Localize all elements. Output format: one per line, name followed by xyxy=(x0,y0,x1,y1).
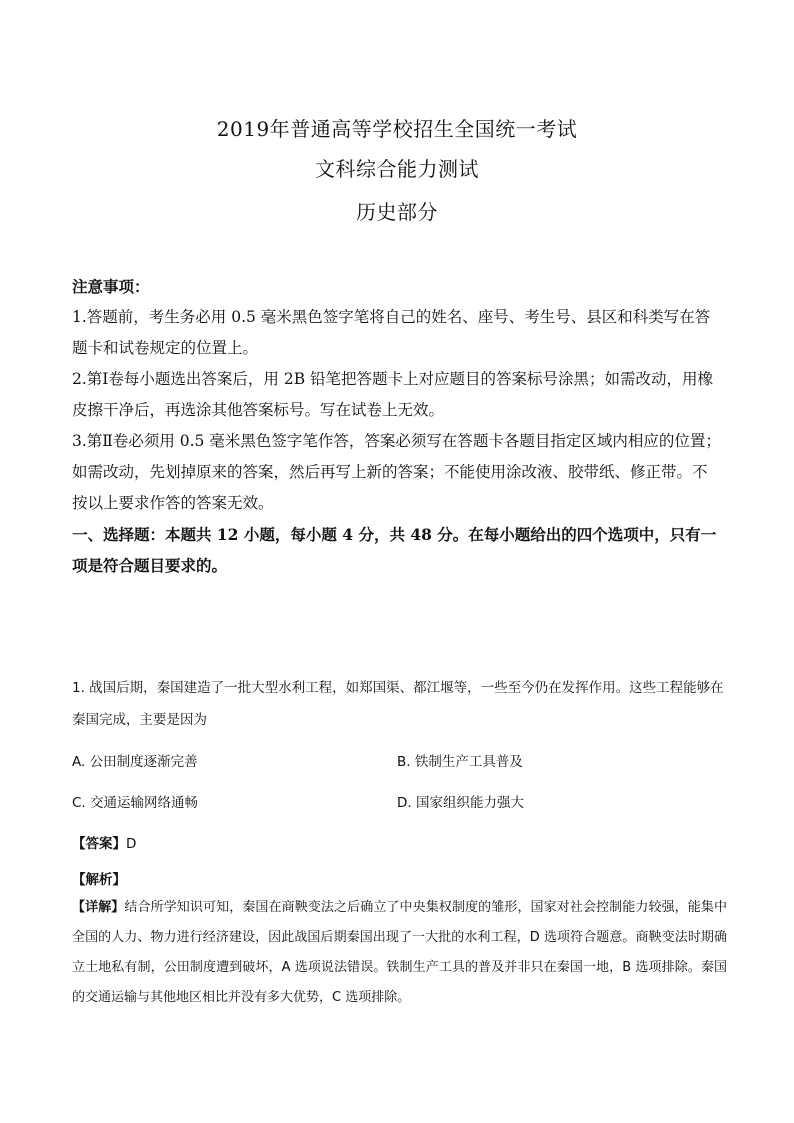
detail-text: 结合所学知识可知，秦国在商鞅变法之后确立了中央集权制度的雏形，国家对社会控制能力较强，能集中全国的人力、物力进行经济建设，因此战国后期秦国出现了一大批的水利工程，D 选项符合题意。商鞅变法时期确立土地私有制，公田制度遭到破坏，A 选项说法错误。铁制生产工具的普及并非只在秦国一地，B 选项排除。秦国的交通运输与其他地区相比并没有多大优势，C 选项排除。 xyxy=(72,900,727,1005)
exam-subtitle: 文科综合能力测试 xyxy=(315,157,479,181)
notice-item-3: 3.第Ⅱ卷必须用 0.5 毫米黑色签字笔作答，答案必须写在答题卡各题目指定区域内相应的位置；如需改动，先划掉原来的答案，然后再写上新的答案；不能使用涂改液、胶带纸、修正带。不按以上要求作答的答案无效。 xyxy=(72,432,721,512)
answer-value: D xyxy=(126,836,137,852)
option-a: A. 公田制度逐渐完善 xyxy=(72,754,198,770)
notice-block xyxy=(72,271,722,581)
detail-tag: 【详解】 xyxy=(72,900,125,915)
question-1-stem xyxy=(72,672,727,736)
question-1-text: 1. 战国后期，秦国建造了一批大型水利工程，如郑国渠、都江堰等，一些至今仍在发挥作用。这些工程能够在秦国完成，主要是因为 xyxy=(72,680,724,728)
option-b: B. 铁制生产工具普及 xyxy=(397,754,523,770)
notice-heading: 注意事项： xyxy=(72,277,150,296)
exam-title: 2019年普通高等学校招生全国统一考试 xyxy=(216,117,578,141)
section-heading: 一、选择题：本题共 12 小题，每小题 4 分，共 48 分。在每小题给出的四个选项中，只有一项是符合题目要求的。 xyxy=(72,525,717,575)
notice-item-1: 1.答题前，考生务必用 0.5 毫米黑色签字笔将自己的姓名、座号、考生号、县区和科类写在答题卡和试卷规定的位置上。 xyxy=(72,308,711,357)
answer-tag: 【答案】 xyxy=(72,836,126,852)
exam-section-title: 历史部分 xyxy=(356,200,438,224)
option-d: D. 国家组织能力强大 xyxy=(397,795,524,811)
detail-block xyxy=(72,893,727,1013)
analysis-line xyxy=(72,868,126,888)
analysis-tag: 【解析】 xyxy=(72,872,126,888)
notice-item-2: 2.第Ⅰ卷每小题选出答案后，用 2B 铅笔把答题卡上对应题目的答案标号涂黑；如需改动，用橡皮擦干净后，再选涂其他答案标号。写在试卷上无效。 xyxy=(72,370,714,419)
option-c: C. 交通运输网络通畅 xyxy=(72,795,199,811)
answer-line xyxy=(72,832,136,852)
